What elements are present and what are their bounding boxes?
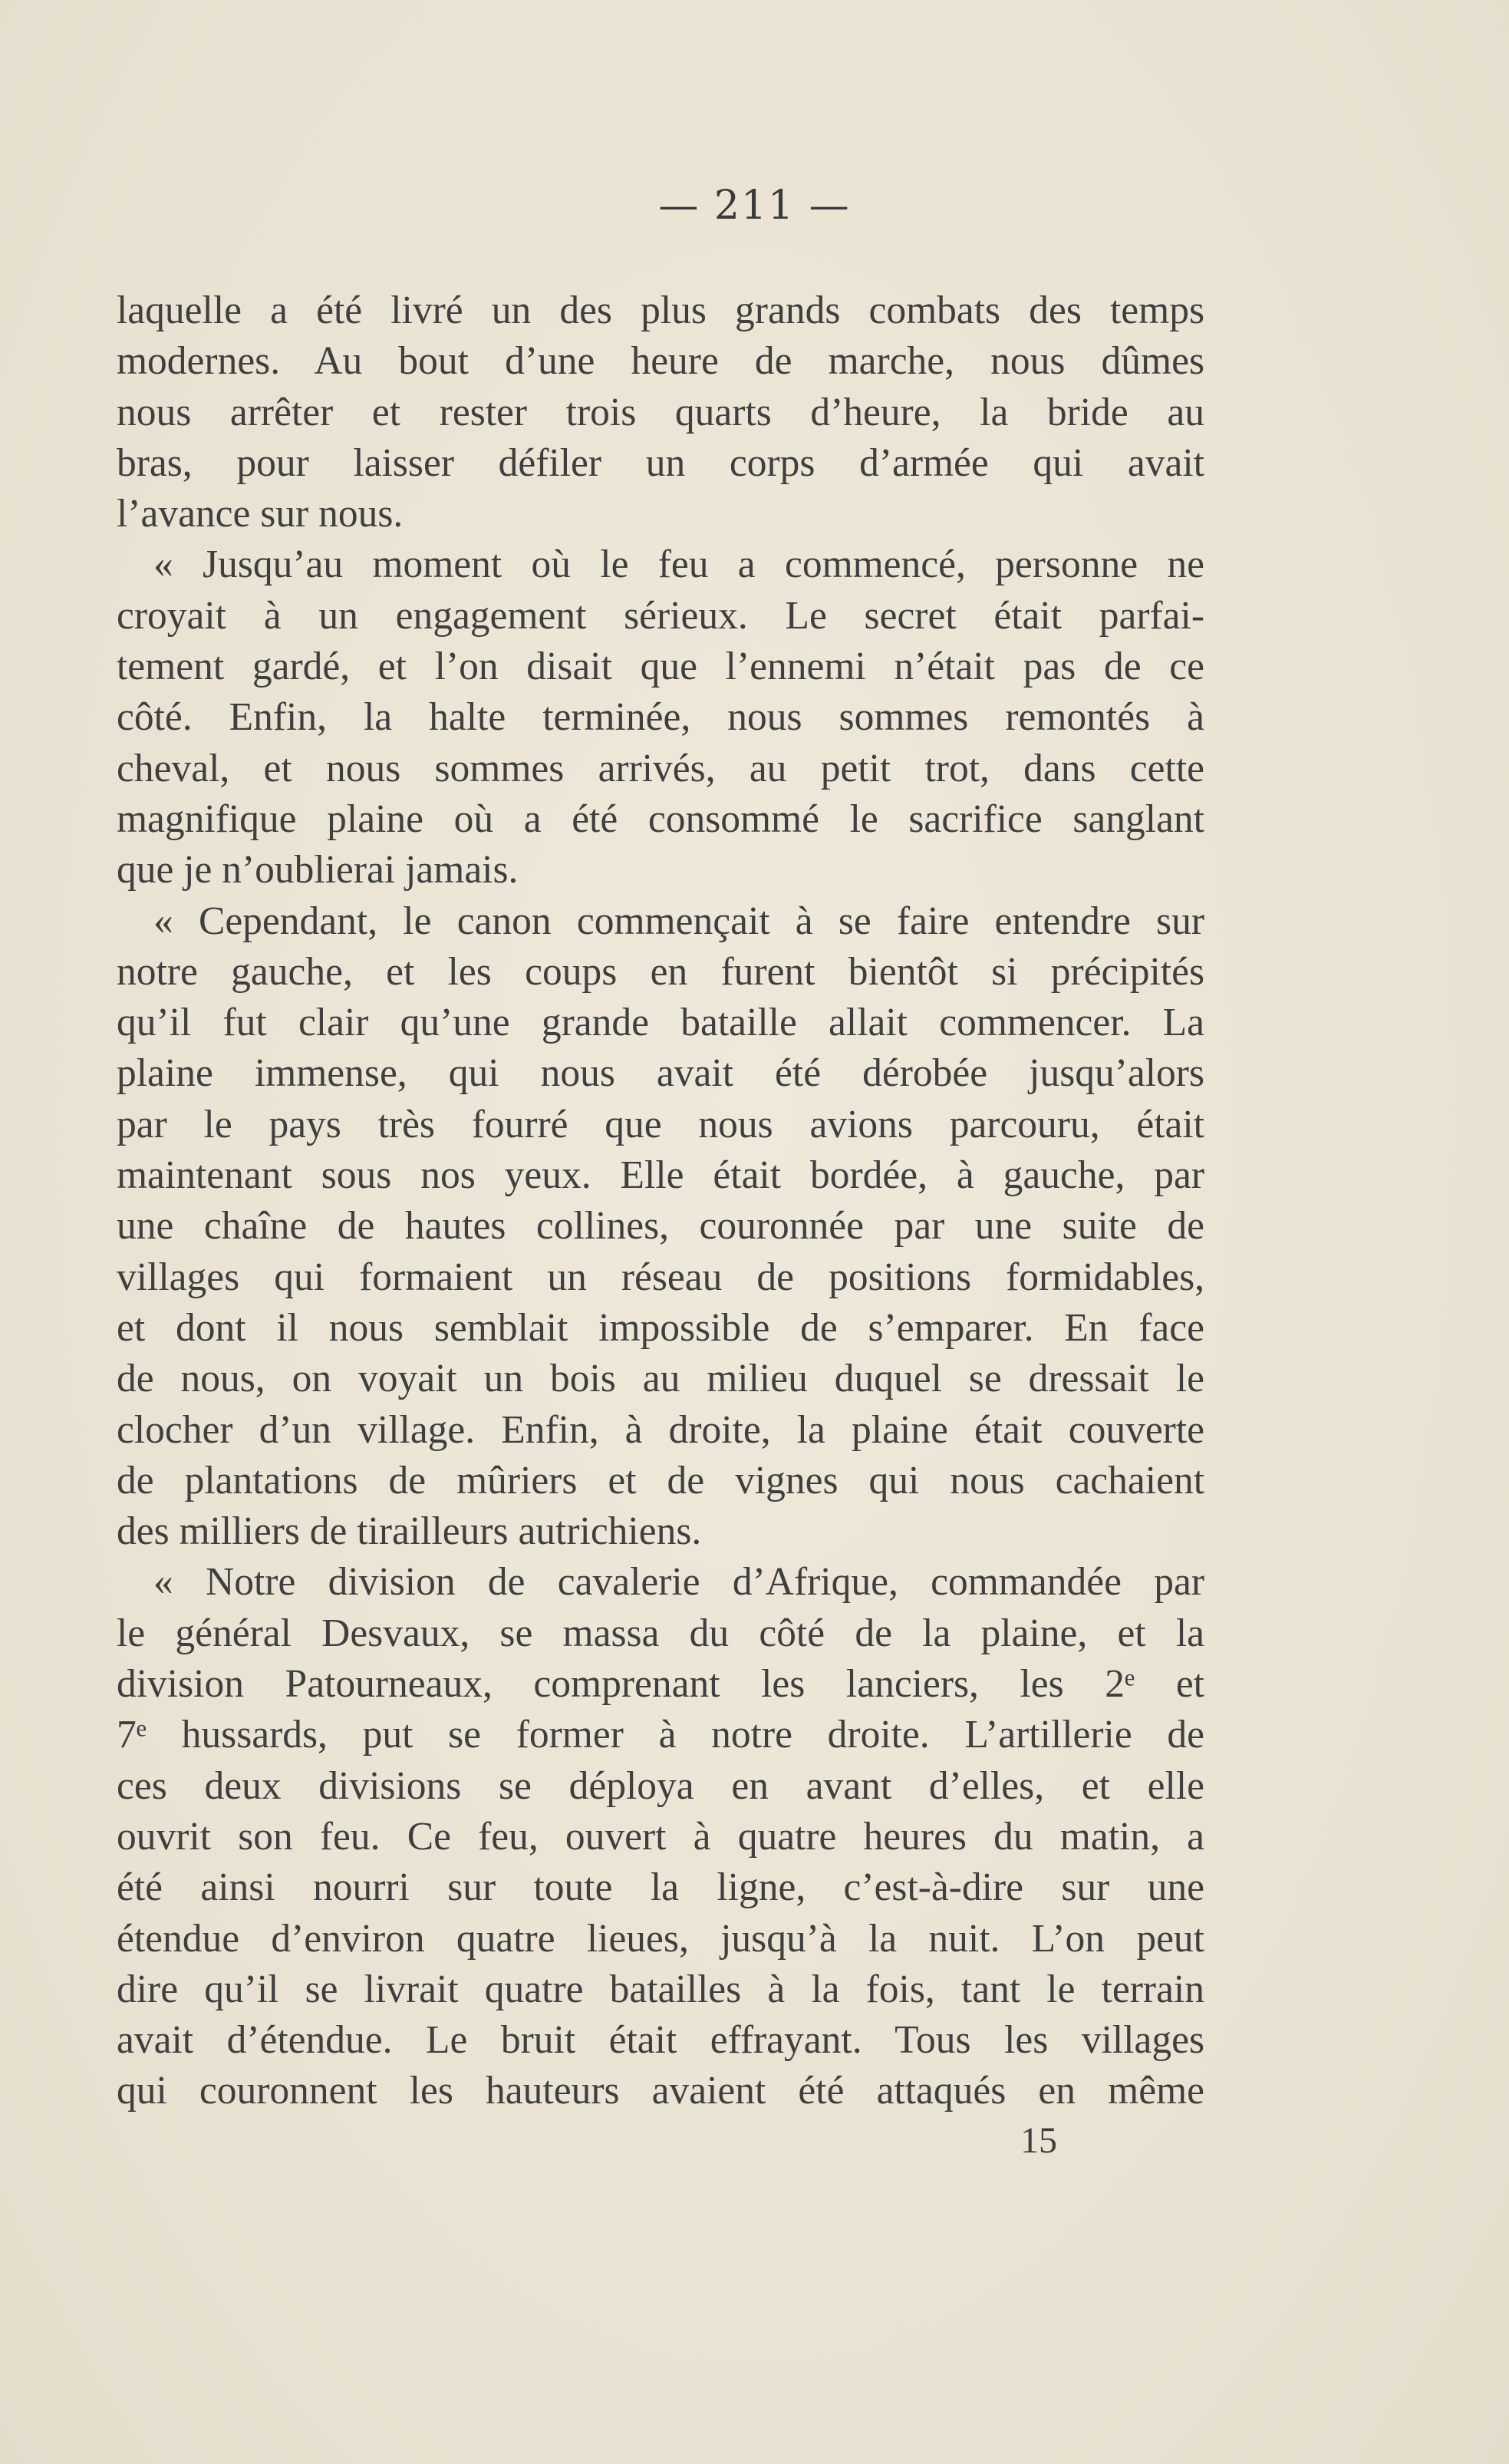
- body-text: [117, 285, 1204, 2117]
- text-line: division Patourneaux, comprenant les lanciers, les 2ᵉ et: [117, 1662, 1204, 1707]
- text-line: « Cependant, le canon commençait à se faire entendre sur: [153, 899, 1204, 943]
- text-line: plaine immense, qui nous avait été dérobée jusqu’alors: [117, 1051, 1204, 1096]
- text-line: clocher d’un village. Enfin, à droite, la plaine était couverte: [117, 1407, 1204, 1452]
- text-line: et dont il nous semblait impossible de s’emparer. En face: [117, 1305, 1204, 1350]
- text-line: de nous, on voyait un bois au milieu duquel se dressait le: [117, 1357, 1204, 1401]
- text-line: une chaîne de hautes collines, couronnée par une suite de: [117, 1204, 1204, 1248]
- text-line: notre gauche, et les coups en furent bientôt si précipités: [117, 949, 1204, 994]
- text-line: l’avance sur nous.: [117, 492, 404, 536]
- signature-mark: 15: [1020, 2120, 1057, 2161]
- text-line: avait d’étendue. Le bruit était effrayant. Tous les villages: [117, 2018, 1204, 2063]
- text-line: le général Desvaux, se massa du côté de la plaine, et la: [117, 1611, 1204, 1655]
- text-line: été ainsi nourri sur toute la ligne, c’est-à-dire sur une: [117, 1865, 1204, 1910]
- text-line: des milliers de tirailleurs autrichiens.: [117, 1509, 702, 1554]
- text-line: « Jusqu’au moment où le feu a commencé, personne ne: [153, 543, 1204, 587]
- text-line: nous arrêter et rester trois quarts d’heure, la bride au: [117, 390, 1204, 434]
- text-line: magnifique plaine où a été consommé le sacrifice sanglant: [117, 797, 1204, 841]
- text-line: dire qu’il se livrait quatre batailles à la fois, tant le terrain: [117, 1967, 1204, 2011]
- text-line: qui couronnent les hauteurs avaient été attaqués en même: [117, 2069, 1204, 2113]
- text-line: qu’il fut clair qu’une grande bataille allait commencer. La: [117, 1001, 1204, 1045]
- text-line: bras, pour laisser défiler un corps d’armée qui avait: [117, 440, 1204, 485]
- page-number-header: — 211 —: [658, 183, 851, 229]
- text-line: que je n’oublierai jamais.: [117, 848, 519, 892]
- text-line: villages qui formaient un réseau de positions formidables,: [117, 1255, 1204, 1299]
- text-line: laquelle a été livré un des plus grands combats des temps: [117, 289, 1204, 332]
- text-line: côté. Enfin, la halte terminée, nous sommes remontés à: [117, 695, 1204, 740]
- text-line: par le pays très fourré que nous avions parcouru, était: [117, 1102, 1204, 1146]
- text-line: de plantations de mûriers et de vignes qui nous cachaient: [117, 1458, 1204, 1502]
- text-line: modernes. Au bout d’une heure de marche, nous dûmes: [117, 339, 1204, 384]
- text-line: « Notre division de cavalerie d’Afrique, commandée par: [153, 1560, 1204, 1605]
- text-line: 7ᵉ hussards, put se former à notre droite. L’artillerie de: [117, 1713, 1204, 1757]
- text-line: ouvrit son feu. Ce feu, ouvert à quatre heures du matin, a: [117, 1814, 1204, 1859]
- text-line: croyait à un engagement sérieux. Le secret était parfai-: [117, 593, 1204, 638]
- text-line: tement gardé, et l’on disait que l’ennemi n’était pas de ce: [117, 645, 1204, 689]
- text-line: ces deux divisions se déploya en avant d’elles, et elle: [117, 1763, 1204, 1808]
- text-line: maintenant sous nos yeux. Elle était bordée, à gauche, par: [117, 1153, 1204, 1198]
- text-line: cheval, et nous sommes arrivés, au petit trot, dans cette: [117, 746, 1204, 790]
- text-line: étendue d’environ quatre lieues, jusqu’à la nuit. L’on peut: [117, 1916, 1204, 1961]
